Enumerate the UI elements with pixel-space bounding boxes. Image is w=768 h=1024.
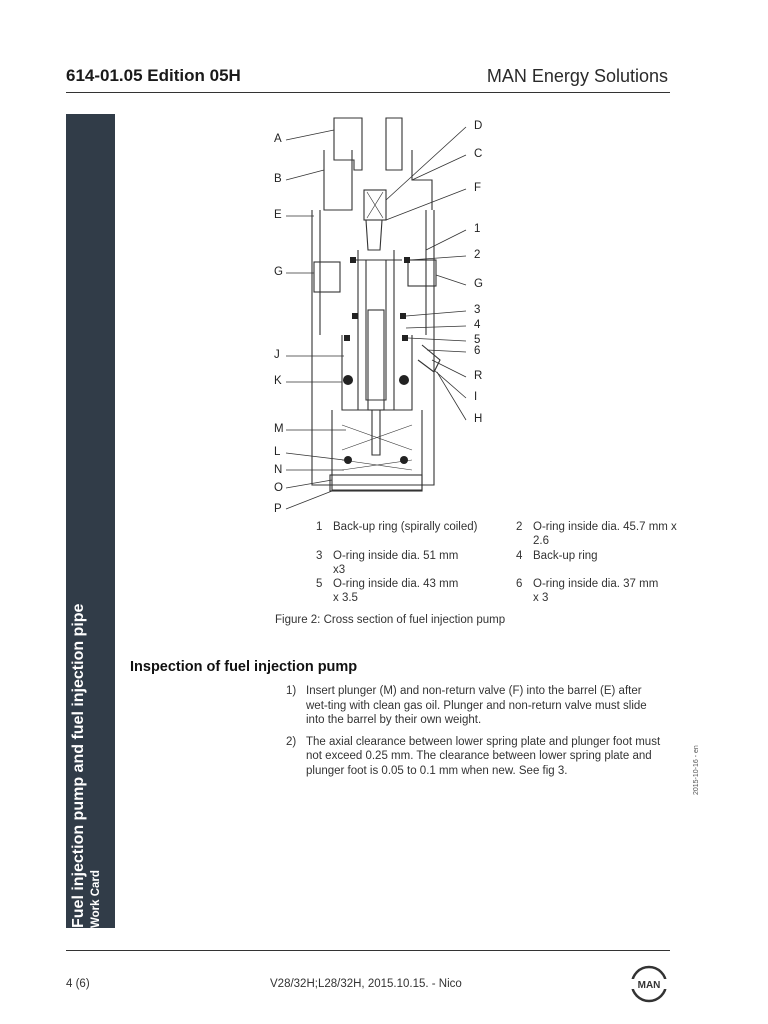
sidebar-title: Fuel injection pump and fuel injection pipe xyxy=(70,603,87,928)
label-a: A xyxy=(274,133,282,145)
figure-caption: Figure 2: Cross section of fuel injection pump xyxy=(275,614,506,626)
pump-cross-section-diagram xyxy=(262,110,502,520)
logo-text: MAN xyxy=(637,980,661,991)
label-c: C xyxy=(474,148,483,160)
label-m: M xyxy=(274,423,284,435)
label-j: J xyxy=(274,349,280,361)
label-g-right: G xyxy=(474,278,483,290)
label-i: I xyxy=(474,391,478,403)
inspection-steps xyxy=(286,684,666,785)
label-b: B xyxy=(274,173,282,185)
page-number: 4 (6) xyxy=(66,978,90,990)
margin-date-stamp: 2015-10-16 - en xyxy=(693,745,700,795)
company-name: MAN Energy Solutions xyxy=(486,66,668,86)
label-5: 5 xyxy=(474,334,481,346)
section-heading: Inspection of fuel injection pump xyxy=(130,659,358,675)
header-divider xyxy=(66,92,670,93)
man-logo xyxy=(628,964,670,1004)
label-3: 3 xyxy=(474,304,481,316)
label-1: 1 xyxy=(474,223,481,235)
label-o: O xyxy=(274,482,283,494)
footer-divider xyxy=(66,950,670,951)
label-n: N xyxy=(274,464,283,476)
label-6: 6 xyxy=(474,345,481,357)
sidebar-text xyxy=(66,114,115,928)
label-h: H xyxy=(474,413,483,425)
document-id: 614-01.05 Edition 05H xyxy=(66,66,241,85)
label-l: L xyxy=(274,446,281,458)
label-p: P xyxy=(274,503,282,515)
sidebar-tab xyxy=(66,114,115,928)
sidebar-subtitle: Work Card xyxy=(90,870,102,928)
label-k: K xyxy=(274,375,282,387)
label-g-left: G xyxy=(274,266,283,278)
step-item: 2) The axial clearance between lower spring plate and plunger foot must not exceed 0.25 mm. The clearance between lower spring plate and plunger foot is 0.05 to 0.1 mm when new. See fig 3. xyxy=(286,735,661,777)
label-f: F xyxy=(474,182,482,194)
label-2: 2 xyxy=(474,249,481,261)
step-item: 1) Insert plunger (M) and non-return valve (F) into the barrel (E) after wet-ting with clean gas oil. Plunger and non-return valve must slide into the barrel by their own weight. xyxy=(286,685,647,726)
label-d: D xyxy=(474,120,483,132)
label-4: 4 xyxy=(474,319,481,331)
label-r: R xyxy=(474,370,483,382)
label-e: E xyxy=(274,209,282,221)
footer-reference: V28/32H;L28/32H, 2015.10.15. - Nico xyxy=(270,978,462,990)
